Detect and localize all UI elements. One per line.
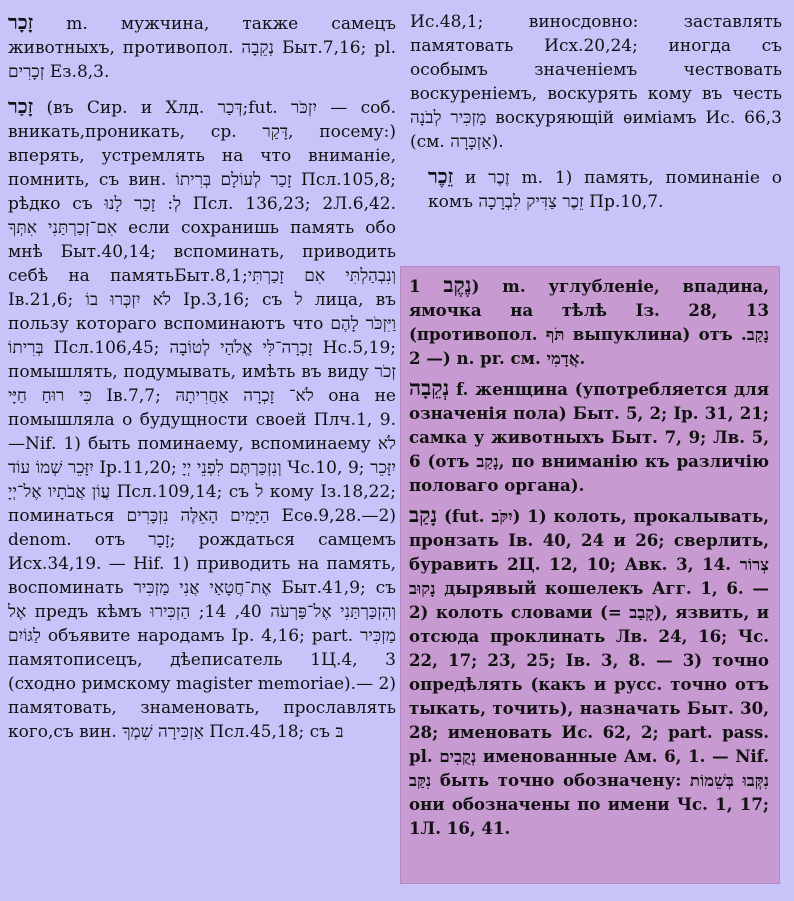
headword: זָכָר [8,10,34,34]
entry-text: и זֶכֶר m. 1) память, поминаніе о комъ זֵכֶר צַדִּיק לִבְרָכָה Пр.10,7. [428,168,783,212]
headword: נֶקֶב [443,272,472,297]
dictionary-entry [409,273,769,370]
entry-text: m. мужчина, также самецъ животныхъ, противопол. נְקֵבָה Быт.7,16; pl. זְכָרִים Ез.8,3. [8,14,396,82]
entry-text: f. женщина (употребляется для означенія пола) Быт. 5, 2; Iр. 31, 21; самка у животныхъ Быт. 7, 9; Лв. 5, 6 (отъ נָקַב, по вниманію къ различію половаго органа). [409,379,770,495]
dictionary-entry [8,94,396,744]
highlighted-entries-box [400,266,780,884]
headword: זָכַר [8,94,34,118]
dictionary-entry [409,376,769,497]
dictionary-entry-continued [410,10,782,154]
dictionary-entry [410,164,782,214]
dictionary-entry [409,503,769,840]
entry-text: (въ Сир. и Хлд. דְּכַר;fut. יִזְכֹּר — соб. вникать,проникать, ср. דָּקַר, посему:) вперять, устремлять на что вниманіе, помнить, съ вин. זָכַר לְעוֹלָם בְּרִיתוֹ Псл.105,8; рѣдко съ לְ: זָכַר לָנוּ Псл. 136,23; 2Л.6,42. אִם־זְכַרְתַּנִי אִתְּךָ если сохранишь память обо мнѣ Быт.40,14; вспоминать, приводить себѣ на памятьБыт.8,1;וְנִבְהַלְתִּי אִם זָכַרְתִּי Iв.21,6; לֹא יִזְכְּרוּ בוֹ Iр.3,16; съ ל лица, въ пользу котораго вспоминаютъ что וַיִּזְכֹּר לָהֶם בְּרִיתוֹ Псл.106,45; זָכְרָה־לִּי אֱלֹהַי לְטוֹבָה Нс.5,19; помышлять, подумывать, имѣть въ виду זְכֹר כִּי רוּחַ חַיָּי Iв.7,7; לֹא־ זָכְרָה אַחֲרִיתָהּ она не помышляла о будущности своей Плч.1, 9.—Nif. 1) быть поминаему, вспоминаему לֹא יִזָּכֵר שְׁמוֹ עוֹד Iр.11,20; וְנִזְכַּרְתֶּם לִפְנֵי יְיָ Чс.10, 9; יִזָּכֵר עֲוֹן אֲבֹתָיו אֶל־יְיָ Псл.109,14; съ ל кому Iз.18,22; поминаться הַיָּמִים הָאֵלֶּה נִזְכָּרִים Есѳ.9,28.—2) denom. отъ זָכָר; рождаться самцемъ Исх.34,19. — Hif. 1) приводить на память, воспоминать אֶת־חֲטָאַי אֲנִי מַזְכִּיר Быт.41,9; съ אֶל предъ кѣмъ וְהִזְכַּרְתַּנִי אֶל־פַּרְעֹה 40, 14; הַזְכִּירוּ לַגּוֹיִם объявите народамъ Iр. 4,16; part. מַזְכִּיר памятописецъ, дѣеписатель 1Ц.4, 3 (сходно римскому magister memoriae).— 2) памятовать, знаменовать, прославлять кого,съ вин. אַזְכִּירָה שִׁמְךָ Псл.45,18; съ בּ [8,98,397,742]
headword: נְקֵבָה [409,375,450,400]
headword: נָקַב [409,502,438,527]
right-column-top [410,10,782,224]
entry-text: 1) m. углубленіе, впадина, ямочка на тѣлѣ Iз. 28, 13 (противопол. תֹּף выпуклина) отъ נָקַב. — 2) n. pr. см. אֲדָמִי. [409,276,769,368]
headword: זֵכֶר [428,164,454,188]
left-column [8,10,396,754]
entry-text: Ис.48,1; виносдовно: заставлять памятовать Исх.20,24; иногда съ особымъ значеніемъ чествовать воскуреніемъ, воскурять кому въ честь מַזְכִּיר לְבֹנָה воскуряющій ѳиміамъ Ис. 66,3 (см. אַזְכָּרָה). [410,12,782,152]
entry-text: (fut. יִקֹּב) 1) колоть, прокалывать, пронзать Iв. 40, 24 и 26; сверлить, буравить 2Ц. 12, 10; Авк. 3, 14. צְרוֹר נָקוּב дырявый кошелекъ Агг. 1, 6. — 2) колоть словами (= קָבַב), язвить, и отсюда проклинать Лв. 24, 16; Чс. 22, 17; 23, 25; Iв. 3, 8. — 3) точно опредѣлять (какъ и русс. точно отъ тыкать, точить), назначать Быт. 30, 28; именовать Ис. 62, 2; part. pass. pl. נְקֻבִים именованные Ам. 6, 1. — Nif. נִקַּב быть точно обозначену: נִקְּבוּ בְּשֵׁמוֹת они обозначены по имени Чс. 1, 17; 1Л. 16, 41. [409,506,769,838]
dictionary-entry [8,10,396,84]
